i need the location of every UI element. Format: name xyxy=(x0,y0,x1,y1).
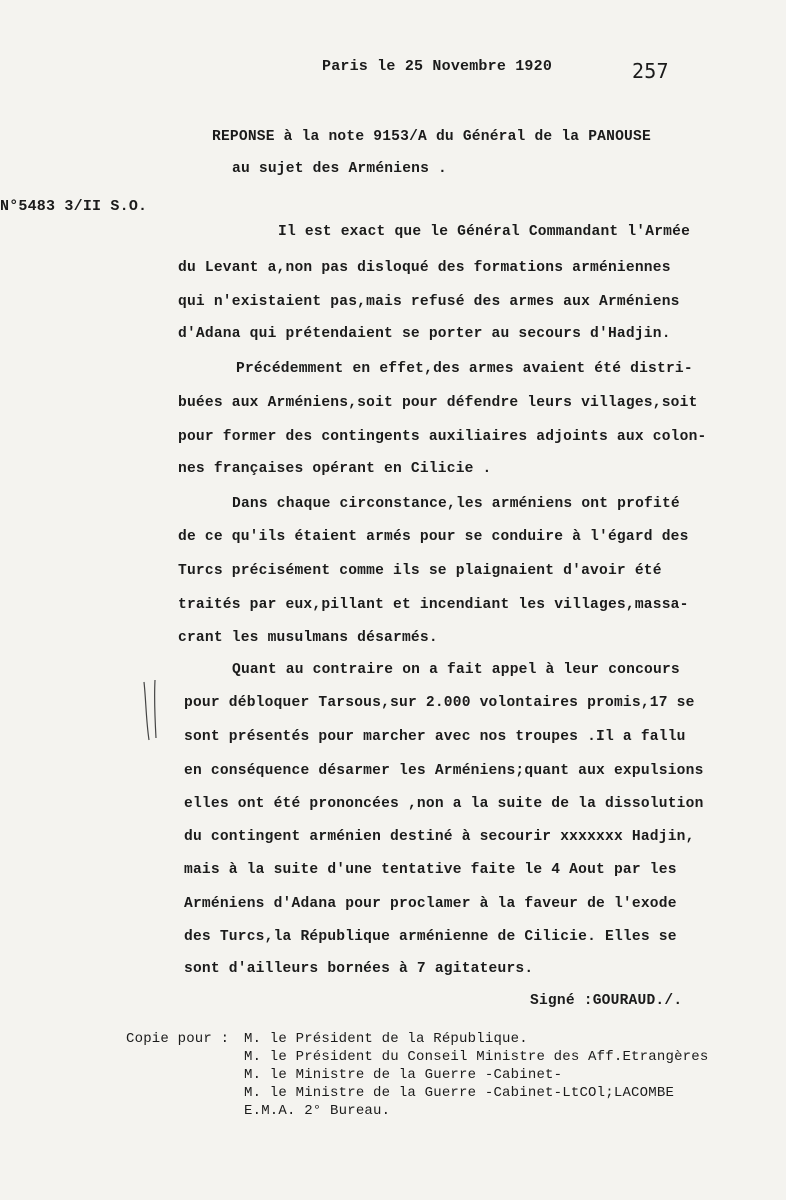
body-line: Dans chaque circonstance,les arméniens ont profité xyxy=(232,496,680,512)
copy-recipient: M. le Président du Conseil Ministre des Aff.Etrangères xyxy=(244,1049,709,1065)
body-line: pour débloquer Tarsous,sur 2.000 volontaires promis,17 se xyxy=(184,695,695,711)
title-line-2: au sujet des Arméniens . xyxy=(232,161,447,177)
body-line: pour former des contingents auxiliaires adjoints aux colon- xyxy=(178,429,707,445)
body-line: crant les musulmans désarmés. xyxy=(178,630,438,646)
body-line: nes françaises opérant en Cilicie . xyxy=(178,461,492,477)
margin-pencil-mark xyxy=(140,680,164,742)
body-line: Il est exact que le Général Commandant l'Armée xyxy=(278,224,691,240)
body-line: elles ont été prononcées ,non a la suite de la dissolution xyxy=(184,796,704,812)
body-line: des Turcs,la République arménienne de Cilicie. Elles se xyxy=(184,929,677,945)
copy-recipient: E.M.A. 2° Bureau. xyxy=(244,1103,391,1119)
body-line: traités par eux,pillant et incendiant les villages,massa- xyxy=(178,597,689,613)
document-date: Paris le 25 Novembre 1920 xyxy=(322,58,553,75)
copy-recipient: M. le Ministre de la Guerre -Cabinet-LtCOl;LACOMBE xyxy=(244,1085,675,1101)
body-line: sont d'ailleurs bornées à 7 agitateurs. xyxy=(184,961,534,977)
body-line: mais à la suite d'une tentative faite le 4 Aout par les xyxy=(184,862,677,878)
signature: Signé :GOURAUD./. xyxy=(530,993,683,1009)
body-line: Quant au contraire on a fait appel à leur concours xyxy=(232,662,680,678)
copy-recipient: M. le Ministre de la Guerre -Cabinet- xyxy=(244,1067,563,1083)
body-line: Turcs précisément comme ils se plaignaient d'avoir été xyxy=(178,563,662,579)
body-line: du Levant a,non pas disloqué des formations arméniennes xyxy=(178,260,671,276)
body-line: du contingent arménien destiné à secourir xxxxxxx Hadjin, xyxy=(184,829,695,845)
body-line: buées aux Arméniens,soit pour défendre leurs villages,soit xyxy=(178,395,698,411)
reference-number: N°5483 3/II S.O. xyxy=(0,198,148,215)
page-number: 257 xyxy=(632,59,669,83)
body-line: qui n'existaient pas,mais refusé des armes aux Arméniens xyxy=(178,294,680,310)
copies-label: Copie pour : xyxy=(126,1031,230,1047)
body-line: Arméniens d'Adana pour proclamer à la faveur de l'exode xyxy=(184,896,677,912)
body-line: sont présentés pour marcher avec nos troupes .Il a fallu xyxy=(184,729,686,745)
body-line: Précédemment en effet,des armes avaient été distri- xyxy=(236,361,693,377)
body-line: en conséquence désarmer les Arméniens;quant aux expulsions xyxy=(184,763,704,779)
copy-recipient: M. le Président de la République. xyxy=(244,1031,528,1047)
body-line: d'Adana qui prétendaient se porter au secours d'Hadjin. xyxy=(178,326,671,342)
title-line-1: REPONSE à la note 9153/A du Général de la PANOUSE xyxy=(212,129,651,145)
body-line: de ce qu'ils étaient armés pour se conduire à l'égard des xyxy=(178,529,689,545)
